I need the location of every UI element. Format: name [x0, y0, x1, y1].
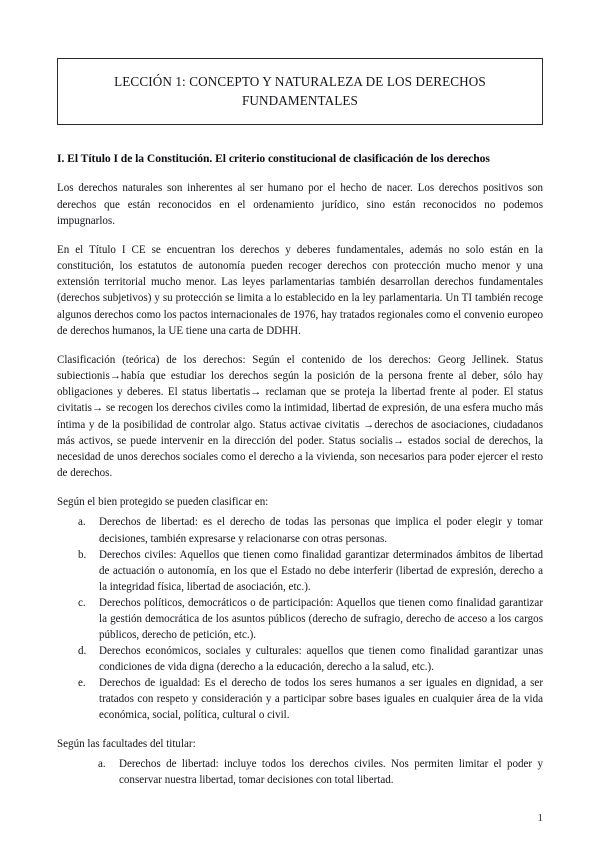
- list-item-text: Derechos civiles: Aquellos que tienen como finalidad garantizar determinados ámbitos de libertad de actuación o autonomía, en los que el Estado no debe interferir (libertad de expresión, derecho a la integridad física, libertad de asociación, etc.).: [99, 548, 543, 593]
- list-item-text: Derechos de libertad: es el derecho de todas las personas que implica el poder elegir y tomar decisiones, también expresarse y relacionarse con otras personas.: [99, 516, 543, 545]
- list-marker: b.: [78, 548, 87, 561]
- paragraph-natural-rights: Los derechos naturales son inherentes al ser humano por el hecho de nacer. Los derechos positivos son derechos que están reconocidos en el ordenamiento jurídico, sino están reconocidos no podemos impugnarlos.: [57, 182, 543, 227]
- list-marker: d.: [78, 644, 87, 657]
- list-marker: e.: [78, 677, 86, 690]
- list-marker: a.: [78, 516, 86, 529]
- list-marker: a.: [98, 758, 106, 771]
- list-intro-titular-faculties: Según las facultades del titular:: [57, 738, 196, 751]
- paragraph-jellinek-classification: Clasificación (teórica) de los derechos: Según el contenido de los derechos: Georg Jellinek. Status subiectionis→había que estudiar los derechos según la posición de la persona frente al deber, sólo hay obligaciones y deberes. El status libertatis→ reclaman que se proteja la libertad frente al poder. El status civitatis→ se recogen los derechos civiles como la intimidad, libertad de expresión, de una esfera mucho más íntima y de la posibilidad de controlar algo. Status activae civitatis →derechos de asociaciones, ciudadanos más activos, se puede intervenir en la dirección del poder. Status socialis→ estados social de derechos, la necesidad de unos derechos sociales como el derecho a la vivienda, son necesarios para poder ejercer el resto de derechos.: [57, 353, 543, 480]
- list-item-text: Derechos económicos, sociales y culturales: aquellos que tienen como finalidad garantizar unas condiciones de vida digna (derecho a la educación, derecho a la salud, etc.).: [99, 644, 543, 673]
- list-intro-protected-good: Según el bien protegido se pueden clasificar en:: [57, 496, 269, 509]
- lesson-title-line-1: LECCIÓN 1: CONCEPTO Y NATURALEZA DE LOS DERECHOS: [114, 74, 486, 89]
- list-marker: c.: [78, 596, 86, 609]
- list-item: [57, 643, 543, 675]
- list-item: [57, 756, 543, 788]
- list-item: [57, 675, 543, 723]
- lesson-title-box: [57, 58, 543, 125]
- list-protected-good: [57, 514, 543, 723]
- page-number: 1: [537, 812, 543, 824]
- list-item-text: Derechos de libertad: incluye todos los derechos civiles. Nos permiten limitar el poder y conservar nuestra libertad, tomar decisiones con total libertad.: [119, 758, 543, 787]
- paragraph-titulo-i-ce: En el Título I CE se encuentran los derechos y deberes fundamentales, además no solo están en la constitución, los estatutos de autonomía pueden recoger derechos con protección mucho menor y una extensión territorial mucho menor. Las leyes parlamentarias también desarrollan derechos fundamentales (derechos subjetivos) y su protección se limita a lo establecido en la ley parlamentaria. Un TI también recoge algunos derechos como los pactos internacionales de 1976, hay tratados regionales como el convenio europeo de derechos humanos, la UE tiene una carta de DDHH.: [57, 243, 543, 337]
- list-item: [57, 595, 543, 643]
- list-titular-faculties: [57, 756, 543, 788]
- list-item: [57, 514, 543, 546]
- list-item: [57, 547, 543, 595]
- list-item-text: Derechos políticos, democráticos o de participación: Aquellos que tienen como finalidad garantizar la gestión democrática de los asuntos públicos (derecho de sufragio, derecho de acceso a los cargos públicos, derecho de petición, etc.).: [99, 596, 543, 641]
- lesson-title-line-2: FUNDAMENTALES: [241, 93, 358, 109]
- section-heading: I. El Título I de la Constitución. El criterio constitucional de clasificación de los derechos: [57, 152, 490, 166]
- list-item-text: Derechos de igualdad: Es el derecho de todos los seres humanos a ser iguales en dignidad, a ser tratados con respeto y consideración y a participar sobre bases iguales en cualquier área de la vida económica, social, política, cultural o civil.: [99, 677, 543, 722]
